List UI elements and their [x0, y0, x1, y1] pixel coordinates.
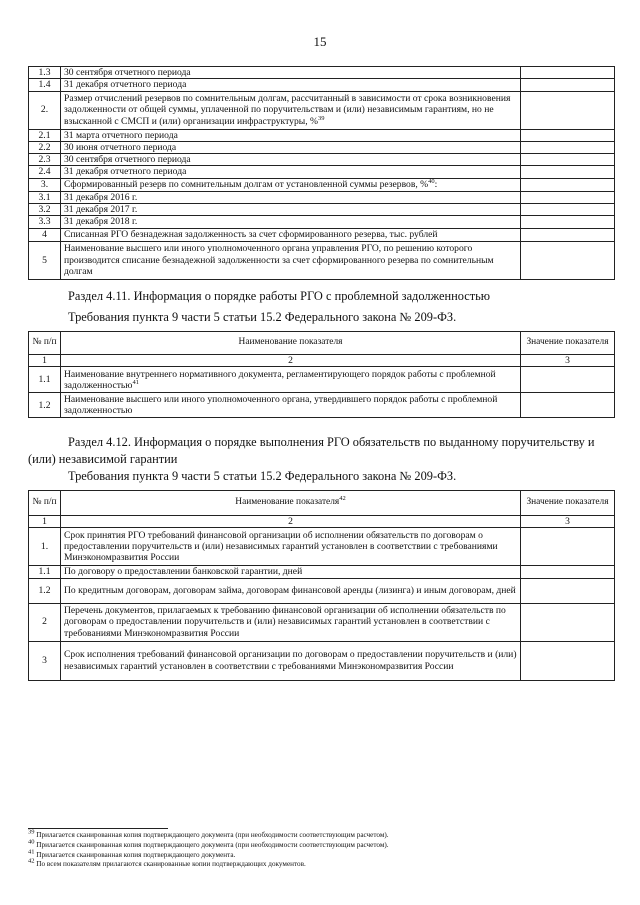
row-number: 5	[29, 241, 61, 279]
indicator-tail: :	[434, 179, 438, 191]
table-row	[29, 154, 615, 166]
footnote-ref: 39	[318, 114, 325, 122]
indicator-name	[61, 178, 521, 191]
table-row	[29, 204, 615, 216]
indicator-name: По договору о предоставлении банковской гарантии, дней	[61, 566, 521, 578]
indicator-name: Списанная РГО безнадежная задолженность за счет сформированного резерва, тыс. рублей	[61, 228, 521, 241]
row-number: 3.2	[29, 204, 61, 216]
column-header-value: Значение показателя	[521, 491, 615, 516]
row-number: 1.4	[29, 79, 61, 91]
indicator-value	[521, 129, 615, 141]
row-number: 2.1	[29, 129, 61, 141]
table-row	[29, 228, 615, 241]
table-row	[29, 578, 615, 603]
indicator-value	[521, 578, 615, 603]
indicator-value	[521, 178, 615, 191]
obligations-table	[28, 490, 615, 681]
indicator-text: Размер отчислений резервов по сомнительным долгам, рассчитанный в зависимости от срока возникновения задолженности от общей суммы, уплаченной по поручительствам и (или) независимым гарантиям, но не взысканной с СМСП и (или) организации инфраструктуры, %	[64, 93, 511, 127]
footnote-ref: 42	[339, 495, 346, 503]
row-number: 2.	[29, 91, 61, 129]
table-row	[29, 528, 615, 566]
indicator-value	[521, 204, 615, 216]
indicator-name: Наименование высшего или иного уполномоченного органа управления РГО, по решению которого производится списание безнадежной задолженности за счет сформированного резерва по сомнительным долгам	[61, 241, 521, 279]
footnote-number: 41	[28, 848, 35, 856]
header-row	[29, 491, 615, 516]
indicator-name: Срок принятия РГО требований финансовой организации об исполнении обязательств по договорам о предоставлении поручительств и (или) независимых гарантий установлен в соответствии с требованиями Минэкономразвития России	[61, 528, 521, 566]
table-row	[29, 641, 615, 680]
table-row	[29, 91, 615, 129]
indicator-name: По кредитным договорам, договорам займа, договорам финансовой аренды (лизинга) и иным договорам, дней	[61, 578, 521, 603]
indicator-value	[521, 166, 615, 178]
problem-debt-table	[28, 331, 615, 418]
indicator-value	[521, 91, 615, 129]
footnotes	[28, 828, 618, 870]
column-header-number: № п/п	[29, 491, 61, 516]
indicator-value	[521, 367, 615, 393]
section-4-12-title: Раздел 4.12. Информация о порядке выполнения РГО обязательств по выданному поручительству и (или) независимой гарантии	[28, 435, 595, 466]
indicator-name: 31 декабря 2017 г.	[61, 204, 521, 216]
table-row	[29, 178, 615, 191]
footnote-number: 42	[28, 858, 35, 865]
indicator-value	[521, 393, 615, 418]
indicator-name: Срок исполнения требований финансовой организации по договорам о предоставлении поручительств и (или) независимых гарантий установлен в соответствии с требованиями Минэкономразвития России	[61, 641, 521, 680]
table-row	[29, 216, 615, 228]
indicator-value	[521, 241, 615, 279]
row-number: 1.3	[29, 67, 61, 79]
indicator-value	[521, 603, 615, 641]
table-row	[29, 603, 615, 641]
index-row	[29, 355, 615, 367]
footnote	[28, 838, 618, 851]
footnote-text: По всем показателям прилагаются сканированные копии подтверждающих документов.	[36, 860, 306, 869]
index-cell: 3	[521, 516, 615, 528]
table-row	[29, 141, 615, 153]
indicator-name: 31 декабря 2016 г.	[61, 191, 521, 203]
section-4-11-title: Раздел 4.11. Информация о порядке работы РГО с проблемной задолженностью	[68, 289, 491, 303]
indicator-name: 30 сентября отчетного периода	[61, 67, 521, 79]
table-row	[29, 129, 615, 141]
row-number: 3.1	[29, 191, 61, 203]
indicator-value	[521, 191, 615, 203]
footnote-number: 39	[28, 828, 35, 836]
row-number: 1.1	[29, 367, 61, 393]
indicator-name	[61, 367, 521, 393]
column-header-name	[61, 491, 521, 516]
index-cell: 1	[29, 355, 61, 367]
indicator-name: 30 сентября отчетного периода	[61, 154, 521, 166]
indicator-value	[521, 216, 615, 228]
header-row	[29, 332, 615, 355]
footnote-ref: 40	[428, 178, 435, 185]
indicator-value	[521, 141, 615, 153]
row-number: 2	[29, 603, 61, 641]
table-row	[29, 79, 615, 91]
column-header-name: Наименование показателя	[61, 332, 521, 355]
section-4-11-requirement: Требования пункта 9 части 5 статьи 15.2 Федерального закона № 209-ФЗ.	[68, 310, 457, 324]
row-number: 3	[29, 641, 61, 680]
table-row	[29, 566, 615, 578]
index-cell: 3	[521, 355, 615, 367]
column-header-text: Наименование показателя	[235, 497, 340, 508]
footnote	[28, 828, 618, 841]
table-row	[29, 241, 615, 279]
indicator-name: 31 декабря 2018 г.	[61, 216, 521, 228]
table-row	[29, 367, 615, 393]
indicator-value	[521, 228, 615, 241]
indicator-value	[521, 566, 615, 578]
column-header-value: Значение показателя	[521, 332, 615, 355]
footnote-text: Прилагается сканированная копия подтверждающего документа.	[36, 850, 236, 859]
indicator-name: 31 декабря отчетного периода	[61, 79, 521, 91]
index-cell: 2	[61, 355, 521, 367]
row-number: 1.1	[29, 566, 61, 578]
reserves-table	[28, 66, 615, 280]
footnote-text: Прилагается сканированная копия подтверждающего документа (при необходимости соответствующим расчетом).	[36, 831, 389, 839]
indicator-text: Наименование внутреннего нормативного документа, регламентирующего порядок работы с проблемной задолженностью	[64, 368, 496, 391]
section-4-12-requirement: Требования пункта 9 части 5 статьи 15.2 Федерального закона № 209-ФЗ.	[68, 469, 457, 483]
index-cell: 2	[61, 516, 521, 528]
index-cell: 1	[29, 516, 61, 528]
table-row	[29, 67, 615, 79]
indicator-name: 30 июня отчетного периода	[61, 141, 521, 153]
footnote-ref: 41	[132, 378, 139, 386]
indicator-value	[521, 154, 615, 166]
column-header-number: № п/п	[29, 332, 61, 355]
table-row	[29, 191, 615, 203]
indicator-name: 31 декабря отчетного периода	[61, 166, 521, 178]
indicator-name: Перечень документов, прилагаемых к требованию финансовой организации об исполнении обязательств по договорам о предоставлении поручительств и (или) независимых гарантий установлен в соответствии с требованиями Минэкономразвития России	[61, 603, 521, 641]
row-number: 1.2	[29, 393, 61, 418]
row-number: 4	[29, 228, 61, 241]
indicator-name: Наименование высшего или иного уполномоченного органа, утвердившего порядок работы с проблемной задолженностью	[61, 393, 521, 418]
indicator-value	[521, 641, 615, 680]
table-row	[29, 393, 615, 418]
indicator-value	[521, 79, 615, 91]
index-row	[29, 516, 615, 528]
footnote-number: 40	[28, 838, 35, 846]
indicator-text: Сформированный резерв по сомнительным долгам от установленной суммы резервов, %	[64, 179, 429, 191]
footnote	[28, 848, 618, 861]
row-number: 1.	[29, 528, 61, 566]
row-number: 1.2	[29, 578, 61, 603]
page-number: 15	[313, 34, 327, 49]
footnote-text: Прилагается сканированная копия подтверждающего документа (при необходимости соответствующим расчетом).	[36, 840, 389, 849]
row-number: 2.3	[29, 154, 61, 166]
row-number: 2.2	[29, 141, 61, 153]
indicator-name	[61, 91, 521, 129]
row-number: 3.3	[29, 216, 61, 228]
indicator-value	[521, 67, 615, 79]
indicator-value	[521, 528, 615, 566]
table-row	[29, 166, 615, 178]
footnote-divider	[28, 828, 168, 829]
row-number: 3.	[29, 178, 61, 191]
row-number: 2.4	[29, 166, 61, 178]
indicator-name: 31 марта отчетного периода	[61, 129, 521, 141]
footnote	[28, 860, 618, 870]
